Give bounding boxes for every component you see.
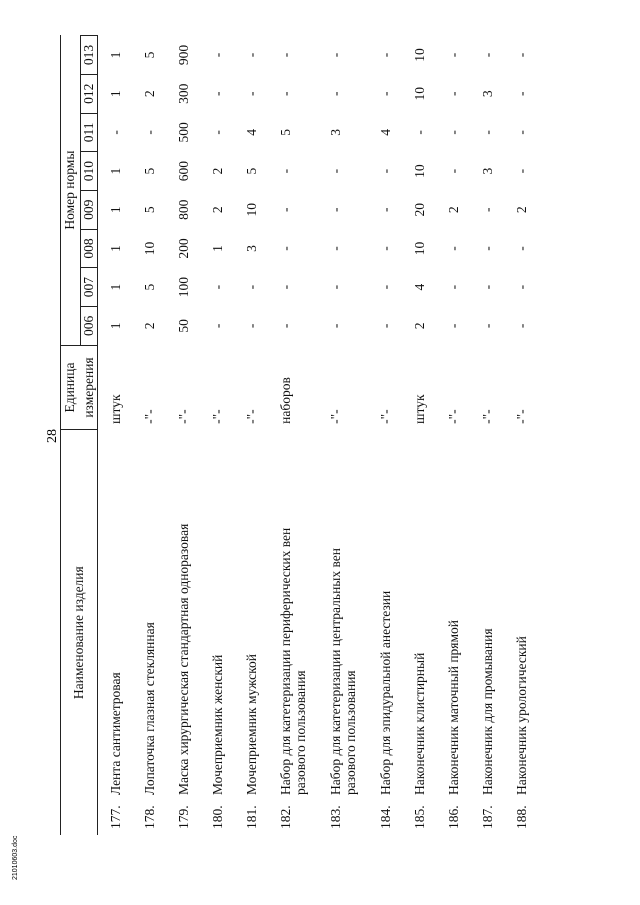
norm-value-006: - xyxy=(480,323,495,329)
norm-value-010: 600 xyxy=(176,160,191,182)
table-row xyxy=(98,36,133,836)
table-body xyxy=(98,36,539,836)
norm-value-008: - xyxy=(278,246,293,251)
table-row xyxy=(470,36,504,836)
norm-value-012: 10 xyxy=(412,86,427,101)
item-number: 187. xyxy=(480,805,495,829)
norm-value-011: 4 xyxy=(244,129,259,136)
norm-value-011: - xyxy=(412,130,427,135)
table-row xyxy=(436,36,470,836)
norm-value-012: - xyxy=(446,91,461,96)
norm-value-008: - xyxy=(480,246,495,251)
norm-value-008: - xyxy=(514,246,529,251)
norm-value-006: 2 xyxy=(412,322,427,330)
item-name: Лопаточка глазная стеклянная xyxy=(142,622,157,795)
norm-value-007: - xyxy=(244,284,259,290)
norm-value-009: 2 xyxy=(210,206,225,214)
norm-value-009: - xyxy=(378,207,393,213)
item-number: 177. xyxy=(108,805,123,829)
item-unit: -"- xyxy=(142,409,157,424)
norm-value-013: 1 xyxy=(108,51,123,59)
norm-value-013: - xyxy=(446,52,461,58)
item-name-cell xyxy=(166,430,200,835)
item-name: Мочеприемник мужской xyxy=(244,653,259,795)
norm-value-013: 10 xyxy=(412,48,427,62)
rotated-table-container xyxy=(60,35,610,835)
norm-value-013: - xyxy=(480,52,495,58)
norm-value-007: - xyxy=(378,284,393,290)
item-name-cell xyxy=(234,430,268,835)
norm-value-010: - xyxy=(378,168,393,174)
norm-value-012: - xyxy=(210,91,225,96)
norm-value-010: - xyxy=(328,168,343,174)
norm-value-006: 1 xyxy=(108,322,123,330)
table-row xyxy=(318,36,368,836)
norm-value-008: 3 xyxy=(244,245,259,252)
norm-value-009: - xyxy=(328,207,343,213)
table-row xyxy=(504,36,538,836)
norm-value-009: 800 xyxy=(176,199,191,220)
norm-value-011: - xyxy=(108,130,123,135)
norm-value-006: - xyxy=(378,323,393,329)
item-unit: -"- xyxy=(210,409,225,424)
norm-value-009: - xyxy=(278,207,293,213)
norm-value-012: - xyxy=(278,91,293,96)
item-name: Наконечник клистирный xyxy=(412,652,427,795)
norm-value-009: 2 xyxy=(514,206,529,214)
item-name: Набор для эпидуральной анестезии xyxy=(378,590,393,795)
item-unit: -"- xyxy=(328,409,343,424)
norm-value-012: - xyxy=(244,91,259,96)
norm-value-011: - xyxy=(514,130,529,135)
norm-value-010: 3 xyxy=(480,167,495,175)
norm-value-012: 2 xyxy=(142,90,157,98)
item-name-cell xyxy=(402,430,436,835)
norm-value-006: 50 xyxy=(176,319,191,333)
norm-value-007: - xyxy=(514,284,529,290)
norm-value-010: 10 xyxy=(412,164,427,178)
table-row xyxy=(132,36,166,836)
norm-value-011: - xyxy=(142,130,157,135)
item-unit: -"- xyxy=(378,409,393,424)
norm-value-010: 2 xyxy=(210,167,225,175)
norm-value-008: 200 xyxy=(176,238,191,259)
item-number: 179. xyxy=(176,805,191,829)
header-norm-011: 011 xyxy=(81,113,98,152)
item-name: Маска хирургическая стандартная одноразовая xyxy=(176,523,191,795)
norm-value-006: - xyxy=(328,323,343,329)
table-row xyxy=(166,36,200,836)
norm-value-007: - xyxy=(328,284,343,290)
item-number: 183. xyxy=(328,805,343,829)
norm-value-007: - xyxy=(446,284,461,290)
table-row xyxy=(268,36,318,836)
norm-value-006: - xyxy=(278,323,293,329)
norm-value-007: 100 xyxy=(176,277,191,298)
item-name-cell xyxy=(268,430,318,835)
norm-value-009: 1 xyxy=(108,206,123,214)
table-row xyxy=(200,36,234,836)
norm-value-006: - xyxy=(244,323,259,329)
norm-value-013: - xyxy=(278,52,293,58)
item-name-cell xyxy=(368,430,402,835)
norm-value-009: 20 xyxy=(412,203,427,217)
norm-value-013: 900 xyxy=(176,44,191,66)
item-unit: -"- xyxy=(244,409,259,424)
norm-value-011: 3 xyxy=(328,129,343,136)
item-name-cell xyxy=(200,430,234,835)
header-norm-007: 007 xyxy=(81,268,98,307)
norm-value-013: - xyxy=(378,52,393,58)
item-unit: штук xyxy=(108,394,123,424)
norm-value-007: 4 xyxy=(412,283,427,291)
norm-value-008: - xyxy=(446,246,461,251)
norm-value-007: 1 xyxy=(108,283,123,291)
header-norm-008: 008 xyxy=(81,229,98,268)
norm-value-007: 5 xyxy=(142,283,157,291)
item-unit: -"- xyxy=(176,409,191,424)
norm-value-011: 5 xyxy=(278,129,293,136)
item-name: Набор для катетеризации периферических вен разового пользования xyxy=(278,527,308,795)
item-name: Наконечник урологический xyxy=(514,636,529,795)
item-name-cell xyxy=(436,430,470,835)
norm-value-009: 2 xyxy=(446,206,461,214)
item-unit: -"- xyxy=(446,409,461,424)
table-row xyxy=(368,36,402,836)
item-name-cell xyxy=(504,430,538,835)
header-norm: Номер нормы xyxy=(60,36,81,346)
norm-value-011: 500 xyxy=(176,122,191,143)
norm-value-010: 1 xyxy=(108,167,123,175)
norm-value-006: - xyxy=(210,323,225,329)
item-name: Лента сантиметровая xyxy=(108,672,123,795)
header-norm-006: 006 xyxy=(81,307,98,346)
header-name: Наименование изделия xyxy=(60,430,98,835)
norm-value-010: 5 xyxy=(244,167,259,175)
norm-value-011: - xyxy=(480,130,495,135)
item-number: 184. xyxy=(378,805,393,829)
table-top-rule xyxy=(60,35,61,835)
norm-value-011: - xyxy=(210,130,225,135)
norm-value-011: 4 xyxy=(378,129,393,136)
norm-value-012: - xyxy=(378,91,393,96)
norm-value-013: - xyxy=(514,52,529,58)
norm-value-009: 5 xyxy=(142,206,157,214)
norm-value-009: 10 xyxy=(244,203,259,217)
item-number: 188. xyxy=(514,805,529,829)
norm-value-007: - xyxy=(480,284,495,290)
item-number: 181. xyxy=(244,805,259,829)
item-name-cell xyxy=(132,430,166,835)
item-name: Наконечник маточный прямой xyxy=(446,619,461,795)
item-unit: -"- xyxy=(480,409,495,424)
norm-value-008: 1 xyxy=(210,245,225,252)
norm-value-008: - xyxy=(378,246,393,251)
table-row xyxy=(234,36,268,836)
header-norm-010: 010 xyxy=(81,152,98,191)
norm-value-012: - xyxy=(328,91,343,96)
header-norm-012: 012 xyxy=(81,74,98,113)
norm-value-007: - xyxy=(210,284,225,290)
footer-filename: 21010603.doc xyxy=(12,835,19,880)
norm-value-012: - xyxy=(514,91,529,96)
norm-value-006: - xyxy=(446,323,461,329)
item-name-cell xyxy=(318,430,368,835)
norm-value-011: - xyxy=(446,130,461,135)
norm-value-008: 10 xyxy=(142,241,157,256)
norm-value-008: 1 xyxy=(108,245,123,252)
table-row xyxy=(402,36,436,836)
item-number: 178. xyxy=(142,805,157,829)
norm-value-006: 2 xyxy=(142,322,157,330)
norm-value-013: - xyxy=(328,52,343,58)
item-name: Наконечник для промывания xyxy=(480,628,495,795)
norm-value-012: 3 xyxy=(480,90,495,98)
item-unit: -"- xyxy=(514,409,529,424)
norm-value-010: - xyxy=(446,168,461,174)
item-number: 182. xyxy=(278,805,293,829)
norm-value-012: 1 xyxy=(108,90,123,98)
norm-value-008: 10 xyxy=(412,241,427,256)
item-name-cell xyxy=(470,430,504,835)
header-unit: Единица xyxy=(60,345,81,430)
norm-value-013: - xyxy=(210,52,225,58)
norm-value-010: - xyxy=(514,168,529,174)
item-number: 185. xyxy=(412,805,427,829)
item-name-cell xyxy=(98,430,133,835)
item-number: 186. xyxy=(446,805,461,829)
item-number: 180. xyxy=(210,805,225,829)
item-name: Набор для катетеризации центральных вен разового пользования xyxy=(328,548,358,795)
page-number: 28 xyxy=(45,429,60,443)
norm-value-013: 5 xyxy=(142,51,157,59)
header-norm-009: 009 xyxy=(81,190,98,229)
norms-table xyxy=(60,35,538,835)
norm-value-007: - xyxy=(278,284,293,290)
header-unit-line2: измерения xyxy=(81,345,98,430)
norm-value-010: 5 xyxy=(142,167,157,175)
item-name: Мочеприемник женский xyxy=(210,654,225,795)
norm-value-008: - xyxy=(328,246,343,251)
norm-value-012: 300 xyxy=(176,83,191,104)
norm-value-013: - xyxy=(244,52,259,58)
item-unit: наборов xyxy=(278,377,293,424)
norm-value-009: - xyxy=(480,207,495,213)
item-unit: штук xyxy=(412,394,427,424)
norm-value-010: - xyxy=(278,168,293,174)
header-norm-013: 013 xyxy=(81,36,98,75)
norm-value-006: - xyxy=(514,323,529,329)
